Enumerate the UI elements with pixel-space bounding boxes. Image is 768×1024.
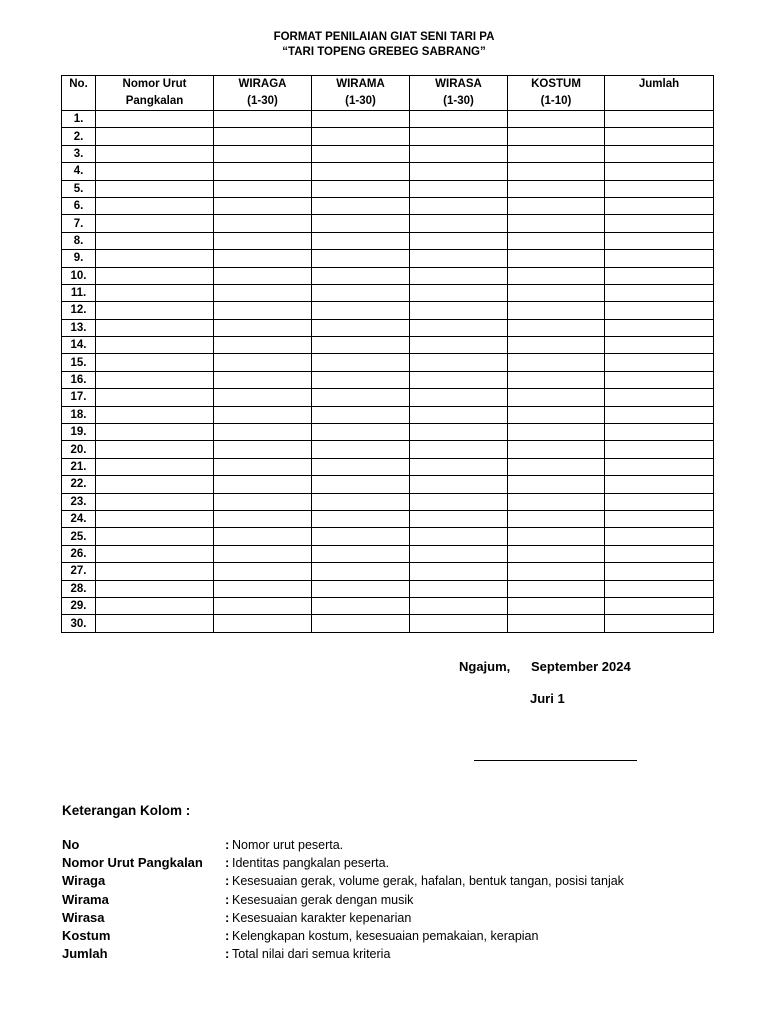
legend-description: Kesesuaian gerak dengan musik xyxy=(232,892,414,907)
legend-term: Jumlah xyxy=(62,946,108,962)
score-cell[interactable] xyxy=(508,545,605,562)
score-cell[interactable] xyxy=(410,458,508,475)
score-cell[interactable] xyxy=(96,180,214,197)
header-wirama: WIRAMA (1-30) xyxy=(312,76,410,111)
score-cell[interactable] xyxy=(508,580,605,597)
score-cell[interactable] xyxy=(312,563,410,580)
table-row xyxy=(62,510,714,527)
score-cell[interactable] xyxy=(214,354,312,371)
score-cell[interactable] xyxy=(605,232,714,249)
score-cell[interactable] xyxy=(312,302,410,319)
legend-term: Nomor Urut Pangkalan xyxy=(62,855,203,871)
score-cell[interactable] xyxy=(508,389,605,406)
score-cell[interactable] xyxy=(214,302,312,319)
row-number: 24. xyxy=(62,510,96,527)
score-cell[interactable] xyxy=(312,424,410,441)
legend-colon: : xyxy=(225,946,230,962)
score-cell[interactable] xyxy=(605,354,714,371)
row-number: 9. xyxy=(62,250,96,267)
row-number: 16. xyxy=(62,371,96,388)
score-cell[interactable] xyxy=(96,232,214,249)
score-cell[interactable] xyxy=(312,163,410,180)
score-cell[interactable] xyxy=(410,319,508,336)
score-cell[interactable] xyxy=(605,215,714,232)
row-number: 21. xyxy=(62,458,96,475)
header-wiraga: WIRAGA (1-30) xyxy=(214,76,312,111)
score-cell[interactable] xyxy=(410,337,508,354)
table-row xyxy=(62,284,714,301)
table-row xyxy=(62,111,714,128)
legend-colon: : xyxy=(225,855,230,871)
table-row xyxy=(62,250,714,267)
score-cell[interactable] xyxy=(312,458,410,475)
score-cell[interactable] xyxy=(96,580,214,597)
score-cell[interactable] xyxy=(96,476,214,493)
table-row xyxy=(62,145,714,162)
score-cell[interactable] xyxy=(214,128,312,145)
header-nomor-urut: Nomor Urut Pangkalan xyxy=(96,76,214,111)
score-cell[interactable] xyxy=(214,371,312,388)
header-kostum: KOSTUM (1-10) xyxy=(508,76,605,111)
score-cell[interactable] xyxy=(508,111,605,128)
score-cell[interactable] xyxy=(605,302,714,319)
row-number: 3. xyxy=(62,145,96,162)
legend-colon: : xyxy=(225,837,230,852)
score-cell[interactable] xyxy=(410,510,508,527)
table-row xyxy=(62,476,714,493)
score-cell[interactable] xyxy=(605,180,714,197)
score-cell[interactable] xyxy=(96,145,214,162)
score-cell[interactable] xyxy=(605,615,714,632)
score-cell[interactable] xyxy=(605,528,714,545)
legend-title: Keterangan Kolom : xyxy=(62,803,191,818)
legend-description: Kesesuaian gerak, volume gerak, hafalan, bentuk tangan, posisi tanjak xyxy=(232,874,624,889)
header-jumlah: Jumlah xyxy=(605,76,714,111)
score-cell[interactable] xyxy=(312,528,410,545)
score-cell[interactable] xyxy=(312,615,410,632)
legend-term: No xyxy=(62,837,80,852)
score-cell[interactable] xyxy=(508,180,605,197)
score-cell[interactable] xyxy=(312,267,410,284)
score-cell[interactable] xyxy=(214,528,312,545)
row-number: 27. xyxy=(62,563,96,580)
table-row xyxy=(62,389,714,406)
score-cell[interactable] xyxy=(214,510,312,527)
score-cell[interactable] xyxy=(214,615,312,632)
score-cell[interactable] xyxy=(96,510,214,527)
row-number: 7. xyxy=(62,215,96,232)
table-row xyxy=(62,232,714,249)
score-cell[interactable] xyxy=(508,493,605,510)
row-number: 15. xyxy=(62,354,96,371)
score-cell[interactable] xyxy=(605,545,714,562)
row-number: 13. xyxy=(62,319,96,336)
row-number: 23. xyxy=(62,493,96,510)
score-cell[interactable] xyxy=(312,197,410,214)
score-cell[interactable] xyxy=(605,441,714,458)
score-cell[interactable] xyxy=(605,424,714,441)
row-number: 11. xyxy=(62,284,96,301)
row-number: 26. xyxy=(62,545,96,562)
row-number: 12. xyxy=(62,302,96,319)
table-row xyxy=(62,163,714,180)
score-cell[interactable] xyxy=(214,458,312,475)
score-cell[interactable] xyxy=(605,197,714,214)
score-cell[interactable] xyxy=(605,597,714,614)
table-row xyxy=(62,424,714,441)
score-cell[interactable] xyxy=(410,145,508,162)
score-cell[interactable] xyxy=(312,128,410,145)
legend-term: Wirasa xyxy=(62,909,105,925)
score-cell[interactable] xyxy=(312,319,410,336)
score-cell[interactable] xyxy=(508,337,605,354)
table-row xyxy=(62,128,714,145)
table-row xyxy=(62,302,714,319)
score-cell[interactable] xyxy=(96,250,214,267)
score-cell[interactable] xyxy=(508,615,605,632)
score-cell[interactable] xyxy=(605,111,714,128)
score-cell[interactable] xyxy=(410,302,508,319)
row-number: 22. xyxy=(62,476,96,493)
table-row xyxy=(62,458,714,475)
score-cell[interactable] xyxy=(410,267,508,284)
score-cell[interactable] xyxy=(508,319,605,336)
score-cell[interactable] xyxy=(312,284,410,301)
score-cell[interactable] xyxy=(605,128,714,145)
score-cell[interactable] xyxy=(214,389,312,406)
legend-colon: : xyxy=(225,909,230,925)
score-cell[interactable] xyxy=(605,284,714,301)
score-cell[interactable] xyxy=(96,615,214,632)
score-cell[interactable] xyxy=(410,111,508,128)
score-cell[interactable] xyxy=(312,250,410,267)
score-cell[interactable] xyxy=(605,145,714,162)
table-row xyxy=(62,580,714,597)
legend-colon: : xyxy=(225,891,230,907)
score-cell[interactable] xyxy=(508,597,605,614)
score-cell[interactable] xyxy=(410,493,508,510)
legend-item xyxy=(62,909,722,927)
table-row xyxy=(62,545,714,562)
score-cell[interactable] xyxy=(214,145,312,162)
score-cell[interactable] xyxy=(605,406,714,423)
score-cell[interactable] xyxy=(96,424,214,441)
score-cell[interactable] xyxy=(312,441,410,458)
score-cell[interactable] xyxy=(214,580,312,597)
legend-description: Kelengkapan kostum, kesesuaian pemakaian, kerapian xyxy=(232,928,539,943)
score-cell[interactable] xyxy=(410,389,508,406)
score-cell[interactable] xyxy=(312,580,410,597)
score-cell[interactable] xyxy=(605,319,714,336)
score-table xyxy=(61,75,714,633)
score-cell[interactable] xyxy=(96,302,214,319)
score-cell[interactable] xyxy=(214,563,312,580)
score-cell[interactable] xyxy=(312,180,410,197)
score-cell[interactable] xyxy=(410,371,508,388)
score-cell[interactable] xyxy=(96,493,214,510)
row-number: 5. xyxy=(62,180,96,197)
legend-term: Wirama xyxy=(62,891,109,907)
score-cell[interactable] xyxy=(605,389,714,406)
score-cell[interactable] xyxy=(508,510,605,527)
score-cell[interactable] xyxy=(96,597,214,614)
score-cell[interactable] xyxy=(214,337,312,354)
legend-item xyxy=(62,891,722,909)
score-cell[interactable] xyxy=(508,476,605,493)
score-cell[interactable] xyxy=(214,319,312,336)
table-row xyxy=(62,441,714,458)
row-number: 2. xyxy=(62,128,96,145)
table-row xyxy=(62,615,714,632)
score-cell[interactable] xyxy=(410,128,508,145)
score-cell[interactable] xyxy=(605,563,714,580)
score-cell[interactable] xyxy=(508,284,605,301)
legend-description: Kesesuaian karakter kepenarian xyxy=(232,910,412,925)
score-cell[interactable] xyxy=(96,267,214,284)
score-cell[interactable] xyxy=(508,528,605,545)
score-cell[interactable] xyxy=(410,215,508,232)
score-cell[interactable] xyxy=(214,197,312,214)
score-cell[interactable] xyxy=(508,215,605,232)
score-cell[interactable] xyxy=(508,424,605,441)
score-cell[interactable] xyxy=(312,145,410,162)
legend-colon: : xyxy=(225,873,230,889)
score-cell[interactable] xyxy=(214,597,312,614)
score-cell[interactable] xyxy=(312,476,410,493)
score-cell[interactable] xyxy=(214,545,312,562)
row-number: 6. xyxy=(62,197,96,214)
score-cell[interactable] xyxy=(96,337,214,354)
score-cell[interactable] xyxy=(312,371,410,388)
table-row xyxy=(62,528,714,545)
score-cell[interactable] xyxy=(605,580,714,597)
score-cell[interactable] xyxy=(312,111,410,128)
row-number: 20. xyxy=(62,441,96,458)
table-row xyxy=(62,337,714,354)
score-cell[interactable] xyxy=(214,406,312,423)
score-cell[interactable] xyxy=(96,458,214,475)
score-cell[interactable] xyxy=(605,337,714,354)
score-cell[interactable] xyxy=(605,493,714,510)
score-cell[interactable] xyxy=(96,163,214,180)
table-row xyxy=(62,215,714,232)
score-cell[interactable] xyxy=(410,354,508,371)
score-cell[interactable] xyxy=(410,528,508,545)
legend-term: Wiraga xyxy=(62,873,106,889)
score-cell[interactable] xyxy=(508,563,605,580)
score-cell[interactable] xyxy=(214,441,312,458)
score-cell[interactable] xyxy=(96,563,214,580)
table-row xyxy=(62,197,714,214)
signature-date: September 2024 xyxy=(531,659,631,674)
score-cell[interactable] xyxy=(508,354,605,371)
score-cell[interactable] xyxy=(605,510,714,527)
score-cell[interactable] xyxy=(508,163,605,180)
legend-item xyxy=(62,872,722,890)
row-number: 4. xyxy=(62,163,96,180)
score-cell[interactable] xyxy=(214,163,312,180)
score-cell[interactable] xyxy=(96,406,214,423)
score-cell[interactable] xyxy=(214,111,312,128)
score-cell[interactable] xyxy=(410,284,508,301)
table-row xyxy=(62,563,714,580)
table-row xyxy=(62,597,714,614)
score-cell[interactable] xyxy=(312,215,410,232)
table-header-row xyxy=(62,76,714,111)
score-cell[interactable] xyxy=(410,615,508,632)
score-cell[interactable] xyxy=(508,371,605,388)
legend-description: Identitas pangkalan peserta. xyxy=(232,856,390,871)
header-wirasa: WIRASA (1-30) xyxy=(410,76,508,111)
score-cell[interactable] xyxy=(410,563,508,580)
score-cell[interactable] xyxy=(96,441,214,458)
score-cell[interactable] xyxy=(410,406,508,423)
score-cell[interactable] xyxy=(508,197,605,214)
score-cell[interactable] xyxy=(312,337,410,354)
legend-description: Nomor urut peserta. xyxy=(232,838,344,852)
legend-item xyxy=(62,836,722,854)
score-cell[interactable] xyxy=(214,250,312,267)
score-cell[interactable] xyxy=(214,476,312,493)
score-cell[interactable] xyxy=(508,406,605,423)
table-row xyxy=(62,371,714,388)
score-cell[interactable] xyxy=(312,493,410,510)
table-row xyxy=(62,493,714,510)
form-subtitle: “TARI TOPENG GREBEG SABRANG” xyxy=(282,46,486,58)
score-cell[interactable] xyxy=(96,545,214,562)
row-number: 1. xyxy=(62,111,96,128)
table-row xyxy=(62,267,714,284)
score-cell[interactable] xyxy=(96,319,214,336)
legend-item xyxy=(62,927,722,945)
row-number: 14. xyxy=(62,337,96,354)
table-row xyxy=(62,180,714,197)
score-cell[interactable] xyxy=(312,406,410,423)
score-cell[interactable] xyxy=(96,389,214,406)
score-cell[interactable] xyxy=(605,163,714,180)
score-cell[interactable] xyxy=(410,597,508,614)
score-cell[interactable] xyxy=(96,284,214,301)
table-row xyxy=(62,406,714,423)
row-number: 19. xyxy=(62,424,96,441)
signature-line xyxy=(474,760,637,761)
score-cell[interactable] xyxy=(605,476,714,493)
score-cell[interactable] xyxy=(410,232,508,249)
score-cell[interactable] xyxy=(214,267,312,284)
table-body xyxy=(62,111,714,633)
score-cell[interactable] xyxy=(214,215,312,232)
score-cell[interactable] xyxy=(508,128,605,145)
score-cell[interactable] xyxy=(214,232,312,249)
row-number: 17. xyxy=(62,389,96,406)
header-no: No. xyxy=(62,76,96,111)
row-number: 29. xyxy=(62,597,96,614)
score-cell[interactable] xyxy=(214,493,312,510)
legend-item xyxy=(62,854,722,872)
row-number: 10. xyxy=(62,267,96,284)
score-cell[interactable] xyxy=(214,284,312,301)
score-cell[interactable] xyxy=(410,250,508,267)
score-cell[interactable] xyxy=(508,441,605,458)
score-cell[interactable] xyxy=(410,163,508,180)
score-cell[interactable] xyxy=(96,371,214,388)
score-cell[interactable] xyxy=(214,180,312,197)
score-cell[interactable] xyxy=(312,232,410,249)
score-cell[interactable] xyxy=(605,250,714,267)
score-cell[interactable] xyxy=(410,545,508,562)
score-cell[interactable] xyxy=(312,597,410,614)
score-cell[interactable] xyxy=(508,145,605,162)
row-number: 8. xyxy=(62,232,96,249)
score-cell[interactable] xyxy=(96,215,214,232)
score-cell[interactable] xyxy=(96,354,214,371)
score-cell[interactable] xyxy=(96,528,214,545)
score-cell[interactable] xyxy=(410,580,508,597)
row-number: 25. xyxy=(62,528,96,545)
score-cell[interactable] xyxy=(410,476,508,493)
legend-item xyxy=(62,945,722,963)
row-number: 28. xyxy=(62,580,96,597)
legend-list xyxy=(62,836,722,963)
score-cell[interactable] xyxy=(96,197,214,214)
score-cell[interactable] xyxy=(312,354,410,371)
score-cell[interactable] xyxy=(96,111,214,128)
legend-colon: : xyxy=(225,927,230,943)
score-cell[interactable] xyxy=(312,389,410,406)
score-cell[interactable] xyxy=(312,510,410,527)
signature-judge: Juri 1 xyxy=(530,691,565,706)
score-cell[interactable] xyxy=(508,250,605,267)
score-cell[interactable] xyxy=(312,545,410,562)
score-cell[interactable] xyxy=(508,232,605,249)
score-cell[interactable] xyxy=(508,302,605,319)
score-cell[interactable] xyxy=(605,267,714,284)
legend-description: Total nilai dari semua kriteria xyxy=(232,947,391,962)
legend-term: Kostum xyxy=(62,927,111,943)
row-number: 18. xyxy=(62,406,96,423)
score-cell[interactable] xyxy=(410,424,508,441)
score-cell[interactable] xyxy=(410,197,508,214)
table-row xyxy=(62,319,714,336)
score-cell[interactable] xyxy=(96,128,214,145)
score-cell[interactable] xyxy=(410,441,508,458)
score-cell[interactable] xyxy=(508,267,605,284)
form-title: FORMAT PENILAIAN GIAT SENI TARI PA xyxy=(273,31,495,43)
score-cell[interactable] xyxy=(508,458,605,475)
score-cell[interactable] xyxy=(605,371,714,388)
score-cell[interactable] xyxy=(214,424,312,441)
score-cell[interactable] xyxy=(605,458,714,475)
row-number: 30. xyxy=(62,615,96,632)
score-cell[interactable] xyxy=(410,180,508,197)
table-row xyxy=(62,354,714,371)
signature-place: Ngajum, xyxy=(459,659,511,674)
